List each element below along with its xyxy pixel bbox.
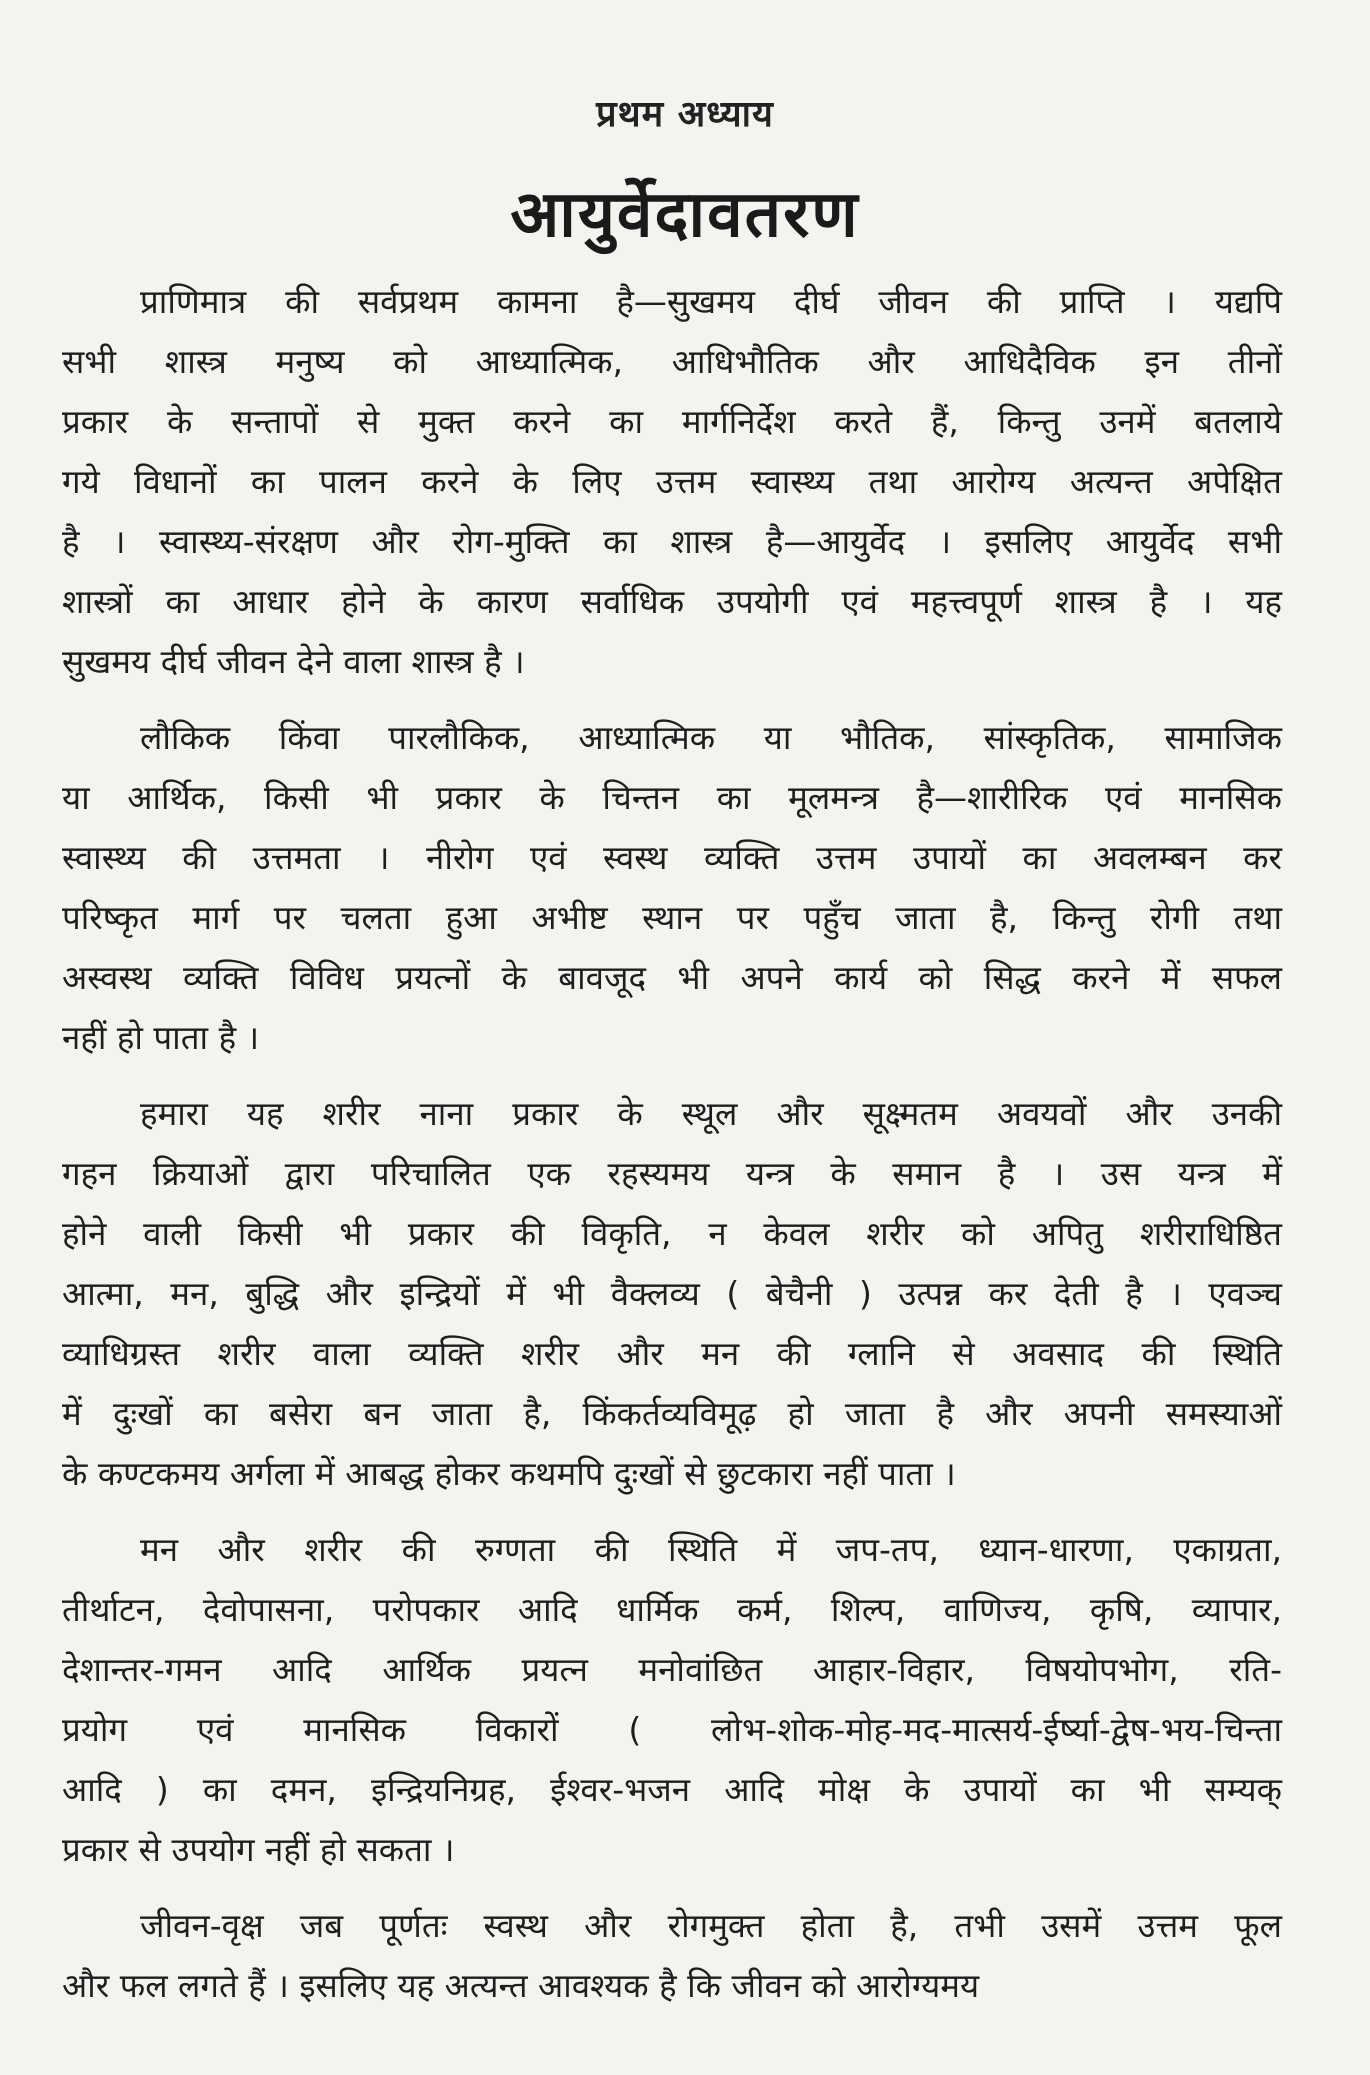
text-line: व्याधिग्रस्त शरीर वाला व्यक्ति शरीर और मन की ग्लानि से अवसाद की स्थिति [62, 1334, 1282, 1373]
text-line: लौकिक किंवा पारलौकिक, आध्यात्मिक या भौतिक, सांस्कृतिक, सामाजिक [140, 718, 1282, 757]
text-line: अस्वस्थ व्यक्ति विविध प्रयत्नों के बावजूद भी अपने कार्य को सिद्ध करने में सफल [62, 958, 1282, 997]
text-line: परिष्कृत मार्ग पर चलता हुआ अभीष्ट स्थान पर पहुँच जाता है, किन्तु रोगी तथा [62, 898, 1282, 937]
chapter-heading: प्रथम अध्याय [596, 94, 774, 135]
text-line: हमारा यह शरीर नाना प्रकार के स्थूल और सूक्ष्मतम अवयवों और उनकी [140, 1094, 1282, 1133]
text-line: देशान्तर-गमन आदि आर्थिक प्रयत्न मनोवांछित आहार-विहार, विषयोपभोग, रति- [62, 1650, 1282, 1689]
text-line: गये विधानों का पालन करने के लिए उत्तम स्वास्थ्य तथा आरोग्य अत्यन्त अपेक्षित [62, 462, 1282, 501]
text-line: मन और शरीर की रुग्णता की स्थिति में जप-तप, ध्यान-धारणा, एकाग्रता, [140, 1530, 1282, 1569]
paragraph [62, 708, 1282, 1068]
text-line: शास्त्रों का आधार होने के कारण सर्वाधिक उपयोगी एवं महत्त्वपूर्ण शास्त्र है । यह [62, 582, 1282, 621]
paragraph [62, 272, 1282, 692]
text-line: के कण्टकमय अर्गला में आबद्ध होकर कथमपि दुःखों से छुटकारा नहीं पाता । [62, 1454, 956, 1493]
text-line: है । स्वास्थ्य-संरक्षण और रोग-मुक्ति का शास्त्र है—आयुर्वेद । इसलिए आयुर्वेद सभी [62, 522, 1282, 561]
paragraph [62, 1520, 1282, 1880]
text-line: प्राणिमात्र की सर्वप्रथम कामना है—सुखमय दीर्घ जीवन की प्राप्ति । यद्यपि [140, 282, 1282, 321]
text-line: सुखमय दीर्घ जीवन देने वाला शास्त्र है । [62, 642, 525, 681]
text-line: या आर्थिक, किसी भी प्रकार के चिन्तन का मूलमन्त्र है—शारीरिक एवं मानसिक [62, 778, 1282, 817]
text-line: होने वाली किसी भी प्रकार की विकृति, न केवल शरीर को अपितु शरीराधिष्ठित [62, 1214, 1282, 1253]
text-line: गहन क्रियाओं द्वारा परिचालित एक रहस्यमय यन्त्र के समान है । उस यन्त्र में [62, 1154, 1282, 1193]
text-line: प्रकार के सन्तापों से मुक्त करने का मार्गनिर्देश करते हैं, किन्तु उनमें बतलाये [62, 402, 1282, 441]
paragraph [62, 1896, 1282, 2016]
text-line: आदि ) का दमन, इन्द्रियनिग्रह, ईश्वर-भजन आदि मोक्ष के उपायों का भी सम्यक् [62, 1770, 1282, 1809]
paragraph [62, 1084, 1282, 1504]
text-line: तीर्थाटन, देवोपासना, परोपकार आदि धार्मिक कर्म, शिल्प, वाणिज्य, कृषि, व्यापार, [62, 1590, 1282, 1629]
chapter-title: आयुर्वेदावतरण [510, 178, 860, 252]
text-line: सभी शास्त्र मनुष्य को आध्यात्मिक, आधिभौतिक और आधिदैविक इन तीनों [62, 342, 1282, 381]
text-line: में दुःखों का बसेरा बन जाता है, किंकर्तव्यविमूढ़ हो जाता है और अपनी समस्याओं [62, 1394, 1282, 1433]
text-line: प्रयोग एवं मानसिक विकारों ( लोभ-शोक-मोह-मद-मात्सर्य-ईर्ष्या-द्वेष-भय-चिन्ता [62, 1710, 1282, 1749]
text-line: और फल लगते हैं । इसलिए यह अत्यन्त आवश्यक है कि जीवन को आरोग्यमय [62, 1966, 980, 2005]
text-line: स्वास्थ्य की उत्तमता । नीरोग एवं स्वस्थ व्यक्ति उत्तम उपायों का अवलम्बन कर [62, 838, 1282, 877]
text-line: जीवन-वृक्ष जब पूर्णतः स्वस्थ और रोगमुक्त होता है, तभी उसमें उत्तम फूल [140, 1906, 1282, 1945]
text-line: प्रकार से उपयोग नहीं हो सकता । [62, 1830, 455, 1869]
text-line: नहीं हो पाता है । [62, 1018, 260, 1057]
body-text [62, 272, 1282, 2032]
text-line: आत्मा, मन, बुद्धि और इन्द्रियों में भी वैक्लव्य ( बेचैनी ) उत्पन्न कर देती है । एवञ्च [62, 1274, 1282, 1313]
